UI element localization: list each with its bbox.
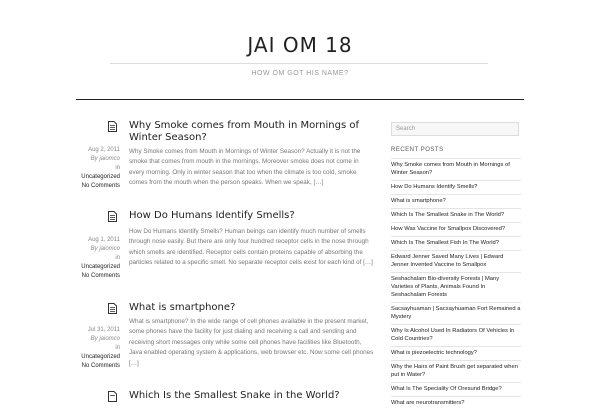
recent-post-link[interactable]: Why the Hairs of Paint Brush get separated when put in Water? bbox=[391, 360, 521, 382]
recent-posts-list bbox=[391, 158, 521, 410]
post-comments-link[interactable]: No Comments bbox=[81, 363, 120, 369]
post-date: Aug 1, 2011 bbox=[88, 237, 120, 243]
post-author[interactable]: By jaiomco bbox=[90, 336, 120, 342]
recent-posts-heading: RECENT POSTS bbox=[391, 147, 444, 153]
document-icon bbox=[108, 391, 117, 402]
recent-post-link[interactable]: Edward Jenner Saved Many Lives | Edward Jenner Invented Vaccine to Smallpox bbox=[391, 250, 521, 272]
recent-post-link[interactable]: Which Is The Smallest Fish In The World? bbox=[391, 236, 521, 250]
post-meta bbox=[76, 146, 120, 191]
post-title[interactable]: Which Is the Smallest Snake in the World? bbox=[129, 390, 340, 401]
post-title[interactable]: What is smartphone? bbox=[129, 302, 236, 313]
post-title[interactable]: Why Smoke comes from Mouth in Mornings of Winter Season? bbox=[129, 120, 359, 143]
title-divider bbox=[110, 63, 488, 64]
post-in-label: in bbox=[115, 345, 120, 351]
recent-post-link[interactable]: How Was Vaccine for Smallpox Discovered? bbox=[391, 222, 521, 236]
post-comments-link[interactable]: No Comments bbox=[81, 273, 120, 279]
header-divider bbox=[76, 99, 524, 100]
post-excerpt: How Do Humans Identify Smells? Human beings can identify much number of smells through nose easily. But there are only four hundred receptor cells in the nose through which smells are identified. Receptor cells contain proteins capable of absorbing the particles related to a specific smell. No separate receptor cells exist for each kind of […] bbox=[129, 228, 373, 267]
post-title[interactable]: How Do Humans Identify Smells? bbox=[129, 210, 295, 221]
document-icon bbox=[108, 121, 117, 132]
recent-post-link[interactable]: What Is The Speciality Of Oresund Bridge? bbox=[391, 382, 521, 396]
post-excerpt: What is smartphone? In the wide range of cell phones available in the present market, some phones have the facility for just dialing and receiving a call and sending and receiving short messages only while some cell phones have facilities like Bluetooth, Java enabled operating system & applications, web browser etc. Now some cell phones […] bbox=[129, 318, 374, 367]
search-input[interactable]: Search bbox=[391, 122, 519, 136]
recent-post-link[interactable]: What are neurotransmitters? bbox=[391, 396, 521, 410]
site-title[interactable]: JAI OM 18 bbox=[247, 33, 353, 57]
post-category[interactable]: Uncategorized bbox=[81, 264, 120, 270]
post-author[interactable]: By jaiomco bbox=[90, 246, 120, 252]
post-category[interactable]: Uncategorized bbox=[81, 354, 120, 360]
post-in-label: in bbox=[115, 165, 120, 171]
recent-post-link[interactable]: What is piezoelectric technology? bbox=[391, 346, 521, 360]
post-category[interactable]: Uncategorized bbox=[81, 174, 120, 180]
post-date: Jul 31, 2011 bbox=[87, 327, 120, 333]
post-comments-link[interactable]: No Comments bbox=[81, 183, 120, 189]
post-date: Aug 2, 2011 bbox=[88, 147, 120, 153]
recent-post-link[interactable]: Seshachalam Bio-diversity Forests | Many Varieties of Plants, Animals Found In Seshachalam Forests bbox=[391, 272, 521, 302]
site-tagline: HOW OM GOT HIS NAME? bbox=[251, 70, 349, 77]
recent-post-link[interactable]: Which Is The Smallest Snake in The World? bbox=[391, 208, 521, 222]
post-in-label: in bbox=[115, 255, 120, 261]
recent-post-link[interactable]: Sacsayhuaman | Sacsayhuaman Fort Remained a Mystery bbox=[391, 302, 521, 324]
post-meta bbox=[76, 236, 120, 281]
recent-post-link[interactable]: How Do Humans Identify Smells? bbox=[391, 180, 521, 194]
post-meta bbox=[76, 326, 120, 371]
post-author[interactable]: By jaiomco bbox=[90, 156, 120, 162]
recent-post-link[interactable]: Why Smoke comes from Mouth in Mornings of Winter Season? bbox=[391, 158, 521, 180]
document-icon bbox=[108, 211, 117, 222]
recent-post-link[interactable]: Why Is Alcohol Used In Radiators Of Vehicles In Cold Countries? bbox=[391, 324, 521, 346]
post-excerpt: Why Smoke comes from Mouth in Mornings of Winter Season? Actually it is not the smoke that comes from mouth in the mornings. Moreover smoke does not come in every morning. Only in winter season that too when the climate is too cold, smoke comes from the mouth when the person speaks. When we speak, […] bbox=[129, 148, 361, 187]
document-icon bbox=[108, 303, 117, 314]
recent-post-link[interactable]: What is smartphone? bbox=[391, 194, 521, 208]
